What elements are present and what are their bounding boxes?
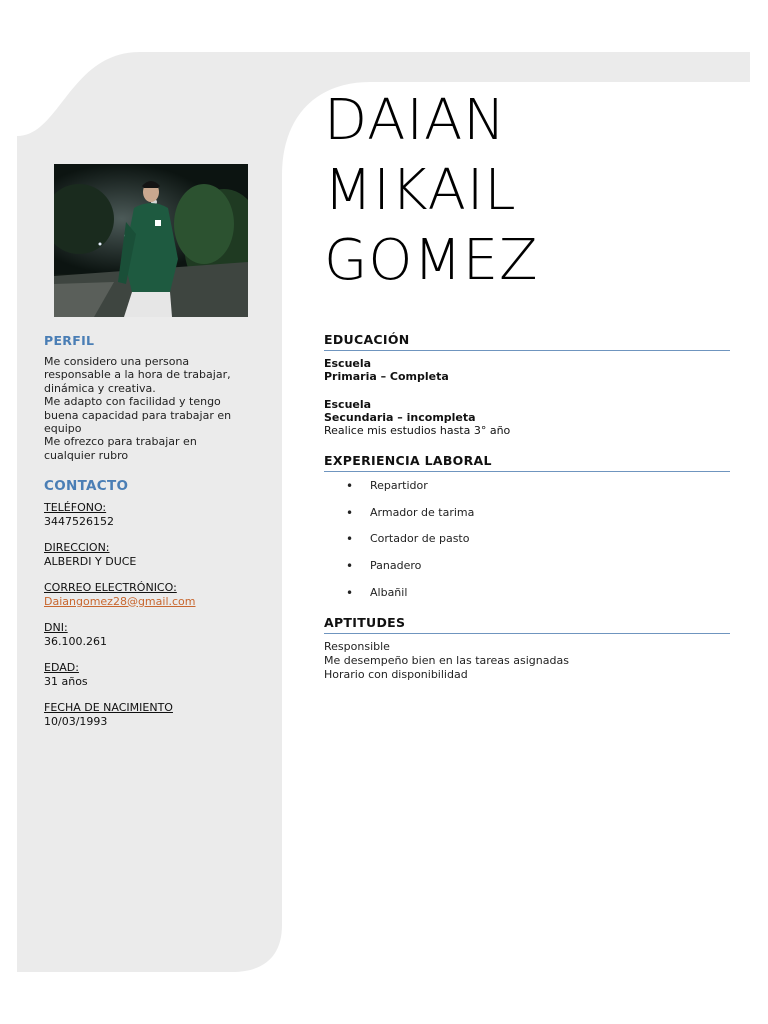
address-block: [44, 541, 136, 568]
age-label: EDAD:: [44, 661, 79, 674]
name-line-last: GOMEZ: [324, 228, 539, 293]
experience-heading: EXPERIENCIA LABORAL: [324, 453, 730, 472]
name-line-middle: MIKAIL: [324, 158, 517, 223]
email-label: CORREO ELECTRÓNICO:: [44, 581, 177, 594]
skill-line: Horario con disponibilidad: [324, 667, 468, 681]
full-name: [324, 86, 744, 296]
skill-line: Me desempeño bien en las tareas asignadas: [324, 653, 569, 667]
school-1-level: Primaria – Completa: [324, 370, 449, 384]
birth-block: [44, 701, 173, 728]
email-link[interactable]: Daiangomez28@gmail.com: [44, 594, 196, 608]
dni-label: DNI:: [44, 621, 68, 634]
education-school-1: [324, 357, 449, 383]
dni-block: [44, 621, 107, 648]
profile-section: [44, 333, 264, 462]
profile-line: Me ofrezco para trabajar en: [44, 435, 197, 449]
profile-line: buena capacidad para trabajar en: [44, 408, 232, 422]
dni-value: 36.100.261: [44, 634, 107, 648]
school-2-level: Secundaria – incompleta: [324, 411, 476, 425]
experience-item: • Armador de tarima: [346, 505, 474, 532]
education-school-2: [324, 398, 510, 438]
name-line-first: DAIAN: [324, 88, 507, 153]
experience-item: • Cortador de pasto: [346, 531, 474, 558]
skill-line: Responsible: [324, 640, 390, 653]
profile-line: Me considero una persona: [44, 355, 190, 368]
age-block: [44, 661, 88, 688]
address-label: DIRECCION:: [44, 541, 110, 554]
profile-photo: [54, 164, 248, 317]
school-2-title: Escuela: [324, 398, 372, 411]
phone-label: TELÉFONO:: [44, 501, 107, 514]
phone-block: [44, 501, 114, 528]
profile-text: [44, 355, 264, 462]
profile-line: Me adapto con facilidad y tengo: [44, 395, 221, 409]
education-heading: EDUCACIÓN: [324, 332, 730, 351]
school-1-title: Escuela: [324, 357, 372, 370]
contact-section: [44, 478, 264, 494]
age-value: 31 años: [44, 674, 88, 688]
profile-line: equipo: [44, 422, 82, 436]
birth-label: FECHA DE NACIMIENTO: [44, 701, 173, 714]
experience-list: [346, 478, 474, 611]
profile-line: responsable a la hora de trabajar,: [44, 368, 231, 382]
address-value: ALBERDI Y DUCE: [44, 554, 137, 568]
experience-item: • Albañil: [346, 585, 474, 612]
email-block: [44, 581, 196, 608]
birth-value: 10/03/1993: [44, 714, 108, 728]
school-2-note: Realice mis estudios hasta 3° año: [324, 424, 511, 438]
skills-heading: APTITUDES: [324, 615, 730, 634]
phone-value: 3447526152: [44, 514, 114, 528]
experience-item: • Repartidor: [346, 478, 474, 505]
profile-line: cualquier rubro: [44, 448, 129, 462]
profile-line: dinámica y creativa.: [44, 381, 156, 395]
contact-heading: CONTACTO: [44, 478, 129, 494]
skills-text: [324, 640, 569, 681]
experience-item: • Panadero: [346, 558, 474, 585]
profile-heading: PERFIL: [44, 333, 95, 348]
